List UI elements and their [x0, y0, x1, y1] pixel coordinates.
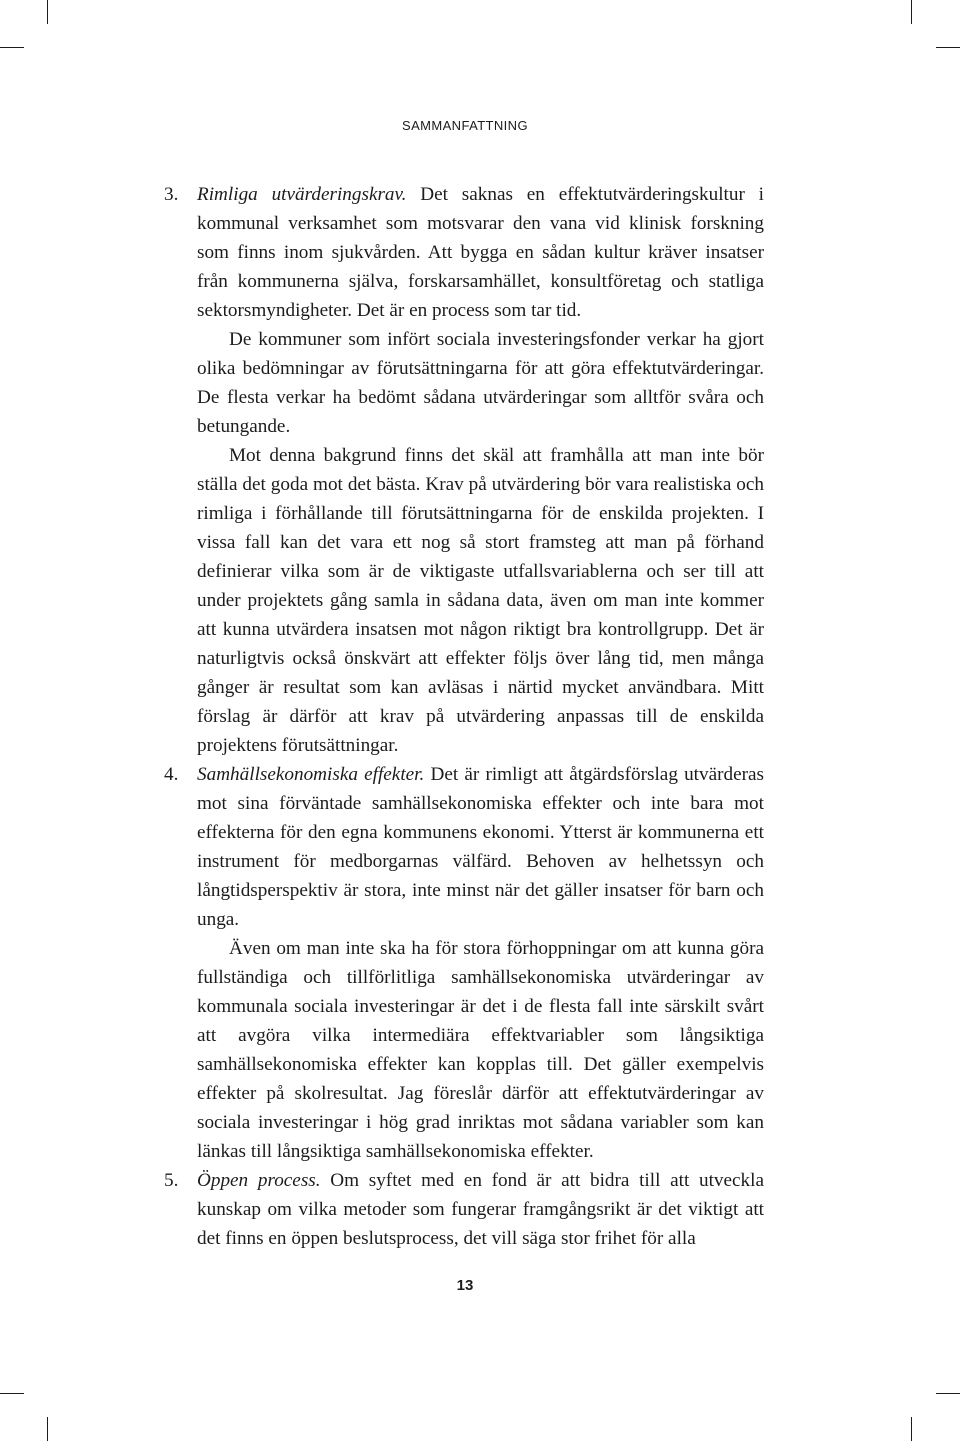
crop-mark: [0, 47, 24, 48]
list-item-number: 4.: [164, 764, 179, 785]
list-item-number: 5.: [164, 1170, 179, 1191]
running-header: SAMMANFATTNING: [402, 118, 528, 133]
list-item-term: Samhällsekonomiska effekter.: [197, 764, 425, 785]
crop-mark: [911, 1417, 912, 1441]
crop-mark: [0, 1393, 24, 1394]
paragraph-text: Om syftet med en fond är att bidra till att utveckla kunskap om vilka metoder som fungerar framgångsrikt är det viktigt att det finns en öppen beslutsprocess, det vill säga stor frihet för alla: [197, 1170, 764, 1249]
crop-mark: [47, 1417, 48, 1441]
list-item-term: Öppen process.: [197, 1170, 321, 1191]
crop-mark: [47, 0, 48, 24]
list-item-number: 3.: [164, 184, 179, 205]
crop-mark: [936, 47, 960, 48]
crop-mark: [936, 1393, 960, 1394]
paragraph: [197, 760, 764, 934]
list-item: [164, 180, 765, 760]
list-item-term: Rimliga utvärderingskrav.: [197, 184, 407, 205]
page-number: 13: [456, 1277, 474, 1294]
list-item: [164, 760, 764, 1166]
paragraph-text: Det saknas en effektutvärderingskultur i kommunal verksamhet som motsvarar den vana vid klinisk forskning som finns inom sjukvården. Att bygga en sådan kultur kräver insatser från kommunerna själva, forskarsamhället, konsultföretag och statliga sektorsmyndigheter. Det är en process som tar tid.: [197, 184, 765, 321]
crop-mark: [911, 0, 912, 24]
list-item: [164, 1166, 764, 1253]
body-text: [164, 180, 765, 1253]
paragraph: De kommuner som infört sociala investeringsfonder verkar ha gjort olika bedömningar av förutsättningarna för att göra effektutvärderingar. De flesta verkar ha bedömt sådana utvärderingar som alltför svåra och betungande.: [197, 329, 764, 437]
paragraph: Mot denna bakgrund finns det skäl att framhålla att man inte bör ställa det goda mot det bästa. Krav på utvärdering bör vara realistiska och rimliga i förhållande till förutsättningarna för de enskilda projekten. I vissa fall kan det vara ett nog så stort framsteg att man på förhand definierar vilka som är de viktigaste utfallsvariablerna och ser till att under projektets gång samla in sådana data, även om man inte kommer att kunna utvärdera insatsen mot någon riktigt bra kontrollgrupp. Det är naturligtvis också önskvärt att effekter följs över lång tid, men många gånger är resultat som kan avläsas i närtid mycket användbara. Mitt förslag är därför att krav på utvärdering anpassas till de enskilda projektens förutsättningar.: [197, 445, 764, 756]
paragraph-text: Det är rimligt att åtgärdsförslag utvärderas mot sina förväntade samhällsekonomiska effekter och inte bara mot effekterna för den egna kommunens ekonomi. Ytterst är kommunerna ett instrument för medborgarnas välfärd. Behoven av helhetssyn och långtidsperspektiv är stora, inte minst när det gäller insatser för barn och unga.: [197, 764, 764, 930]
paragraph: Även om man inte ska ha för stora förhoppningar om att kunna göra fullständiga och tillförlitliga samhällsekonomiska utvärderingar av kommunala sociala investeringar är det i de flesta fall inte särskilt svårt att avgöra vilka intermediära effektvariabler som långsiktiga samhällsekonomiska effekter kan kopplas till. Det gäller exempelvis effekter på skolresultat. Jag föreslår därför att effektutvärderingar av sociala investeringar i hög grad inriktas mot sådana variabler som kan länkas till långsiktiga samhällsekonomiska effekter.: [197, 938, 764, 1162]
paragraph: [197, 1166, 764, 1253]
paragraph: [197, 180, 764, 325]
